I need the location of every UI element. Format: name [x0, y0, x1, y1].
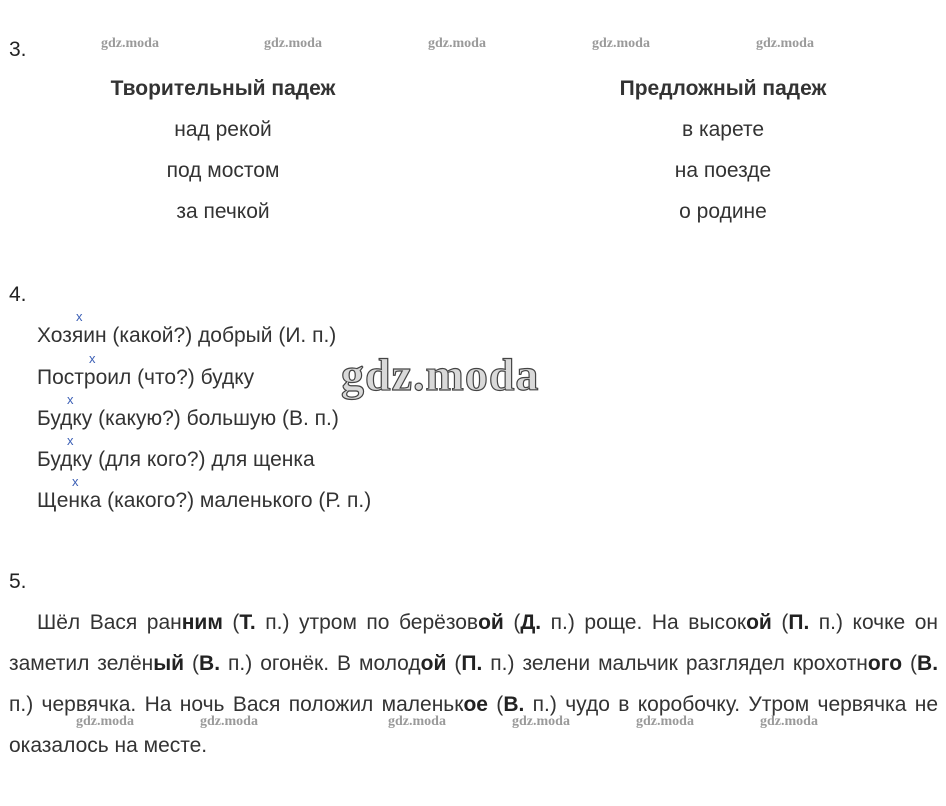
sentence-row: Будку (какую?) большую (В. п.) — [37, 407, 339, 430]
sentence-row: Хозяин (какой?) добрый (И. п.) — [37, 324, 337, 347]
column-header-instrumental: Творительный падеж — [110, 77, 336, 100]
watermark-large: gdz.moda — [341, 349, 540, 400]
case-letter: П. — [461, 652, 483, 675]
watermark: gdz.moda — [264, 36, 322, 51]
sentence-row: Будку (для кого?) для щенка — [37, 448, 315, 471]
ending: ого — [867, 652, 903, 675]
column-item: в карете — [681, 118, 765, 141]
x-mark: x — [72, 474, 79, 489]
watermark: gdz.moda — [760, 714, 818, 729]
ending: ним — [181, 611, 223, 634]
section-5-number: 5. — [9, 570, 27, 593]
ending: ой — [420, 652, 447, 675]
watermark: gdz.moda — [428, 36, 486, 51]
case-letter: П. — [788, 611, 810, 634]
section-4-number: 4. — [9, 283, 27, 306]
sentence-row: Щенка (какого?) маленького (Р. п.) — [37, 489, 372, 512]
column-item: на поезде — [674, 159, 772, 182]
watermark: gdz.moda — [200, 714, 258, 729]
ending: ой — [746, 611, 772, 634]
x-mark: x — [67, 392, 74, 407]
column-item: под мостом — [166, 159, 280, 182]
watermark: gdz.moda — [101, 36, 159, 51]
column-item: над рекой — [174, 118, 272, 141]
section-3-number: 3. — [9, 38, 27, 61]
ending: ое — [463, 693, 488, 716]
ending: ой — [478, 611, 504, 634]
watermark: gdz.moda — [756, 36, 814, 51]
watermark: gdz.moda — [512, 714, 570, 729]
watermark: gdz.moda — [636, 714, 694, 729]
case-letter: В. — [917, 652, 939, 675]
x-mark: x — [89, 351, 96, 366]
case-letter: Т. — [239, 611, 256, 634]
case-letter: Д. — [520, 611, 542, 634]
ending: ый — [153, 652, 185, 675]
column-header-prepositional: Предложный падеж — [619, 77, 827, 100]
watermark: gdz.moda — [388, 714, 446, 729]
watermark: gdz.moda — [76, 714, 134, 729]
column-item: за печкой — [176, 200, 270, 223]
column-item: о родине — [679, 200, 767, 223]
case-letter: В. — [503, 693, 525, 716]
x-mark: x — [67, 433, 74, 448]
watermark: gdz.moda — [592, 36, 650, 51]
case-letter: В. — [199, 652, 221, 675]
sentence-row: Построил (что?) будку — [37, 366, 255, 389]
exercise-paragraph: Шёл Вася ранним (Т. п.) утром по берёзовой (Д. п.) роще. На высокой (П. п.) кочке он заметил зелёный (В. п.) огонёк. В молодой (П. п.) зелени мальчик разглядел крохотного (В. п.) червячка. На ночь Вася положил маленькое (В. п.) чудо в коробочку. Утром червячка не оказалось на месте. — [9, 611, 939, 757]
x-mark: x — [76, 309, 83, 324]
